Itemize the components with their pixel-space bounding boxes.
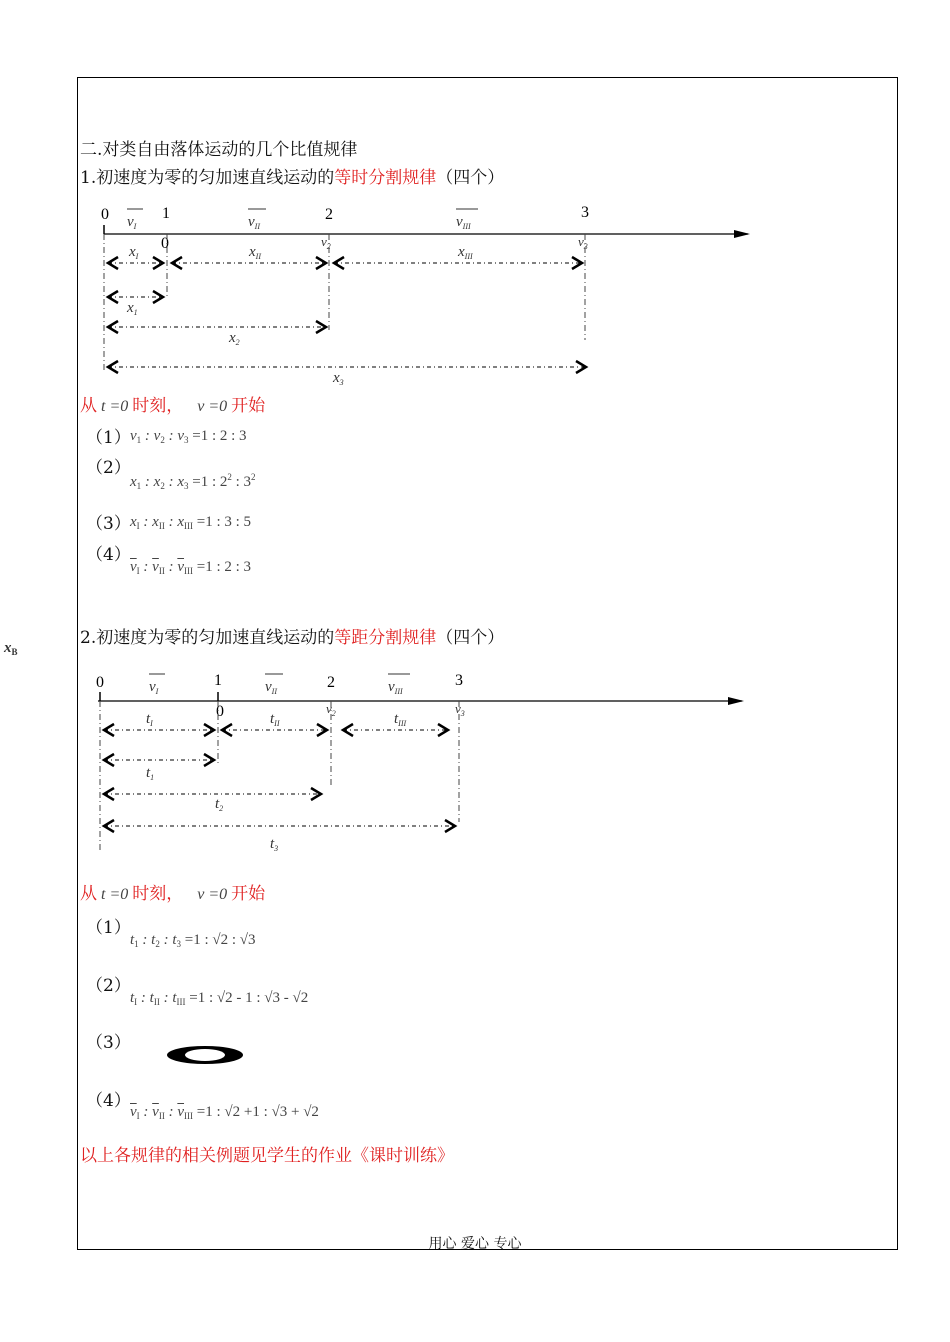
d2-t3: $t_3$ (270, 836, 279, 853)
d1-tick-0: 0 (101, 206, 109, 223)
d1-x3: $x_3$ (333, 370, 344, 387)
page-footer: 用心 爱心 专心 (428, 1236, 522, 1252)
d2-point-0: 0 (216, 703, 224, 720)
d2-tII: $t_{II}$ (270, 711, 280, 728)
d2-tick-3: 3 (455, 672, 463, 689)
d1-point-v3: $v_3$ (578, 234, 588, 251)
d2-tIII: $t_{III}$ (394, 711, 407, 728)
list2-num-2: （2） (86, 976, 131, 996)
list2-num-1: （1） (86, 918, 131, 938)
d2-avg-v2: $v_{II}$ (265, 679, 277, 696)
list2-num-4: （4） (86, 1091, 131, 1111)
d2-tick-2: 2 (327, 674, 335, 691)
list2-formula-2: $t_I$ : $t_{II}$ : $t_{III} =1$ : √2 - 1 : √3 - √2 (130, 990, 309, 1007)
rule1-heading: 1.初速度为零的匀加速直线运动的等时分割规律（四个） (80, 168, 505, 188)
d2-avg-v3: $v_{III}$ (388, 679, 403, 696)
list1-num-1: （1） (86, 428, 131, 448)
homework-note: 以上各规律的相关例题见学生的作业《课时训练》 (80, 1146, 454, 1166)
d2-tick-0: 0 (96, 674, 104, 691)
start-condition-1: 从 t =0 时刻， v =0 开始 (80, 396, 266, 416)
list1-formula-2: $x_1$ : $x_2$ : $x_3 =1$ : $2^2$ : $3^2$ (130, 472, 256, 491)
d2-t1: $t_1$ (146, 765, 155, 782)
d2-avg-v1: $v_I$ (149, 679, 159, 696)
d1-avg-v2: $v_{II}$ (248, 214, 260, 231)
d1-tick-1: 1 (162, 205, 170, 222)
d1-x1: $x_1$ (127, 300, 138, 317)
list1-formula-4: $\overline{v}_I$ : $\overline{v}_{II}$ : $\overline{v}_{III} =1$ : 2 : 3 (130, 559, 252, 576)
list2-formula-1: $t_1$ : $t_2$ : $t_3 =1$ : √2 : √3 (130, 932, 256, 949)
d2-tI: $t_I$ (146, 711, 153, 728)
d1-avg-v3: $v_{III}$ (456, 214, 471, 231)
list1-formula-3: $x_I$ : $x_{II}$ : $x_{III} =1$ : 3 : 5 (130, 514, 252, 531)
d1-point-v2: $v_2$ (321, 234, 331, 251)
list1-num-3: （3） (86, 514, 131, 534)
margin-symbol: $x_B$ (4, 640, 18, 657)
d2-tick-1: 1 (214, 672, 222, 689)
d2-point-v2: $v_2$ (326, 701, 336, 718)
start-condition-2: 从 t =0 时刻， v =0 开始 (80, 884, 266, 904)
list1-num-4: （4） (86, 545, 131, 565)
d2-t2: $t_2$ (215, 796, 224, 813)
d1-x2: $x_2$ (229, 330, 240, 347)
d1-avg-v1: $v_I$ (127, 214, 137, 231)
d1-xII: $x_{II}$ (249, 244, 261, 261)
d1-tick-3: 3 (581, 204, 589, 221)
d2-point-v3: $v_3$ (455, 701, 465, 718)
section-title: 二.对类自由落体运动的几个比值规律 (80, 140, 358, 160)
d1-xIII: $x_{III}$ (458, 244, 473, 261)
list2-num-3: （3） (86, 1033, 131, 1053)
d1-tick-2: 2 (325, 206, 333, 223)
list1-formula-1: $v_1$ : $v_2$ : $v_3 =1$ : 2 : 3 (130, 428, 247, 445)
list2-formula-4: $\overline{v}_I$ : $\overline{v}_{II}$ : $\overline{v}_{III} =1$ : √2 +1 : √3 + √2 (130, 1104, 319, 1121)
d1-point-0: 0 (161, 235, 169, 252)
list1-num-2: （2） (86, 458, 131, 478)
d1-xI: $x_I$ (129, 244, 139, 261)
rule2-heading: 2.初速度为零的匀加速直线运动的等距分割规律（四个） (80, 628, 505, 648)
